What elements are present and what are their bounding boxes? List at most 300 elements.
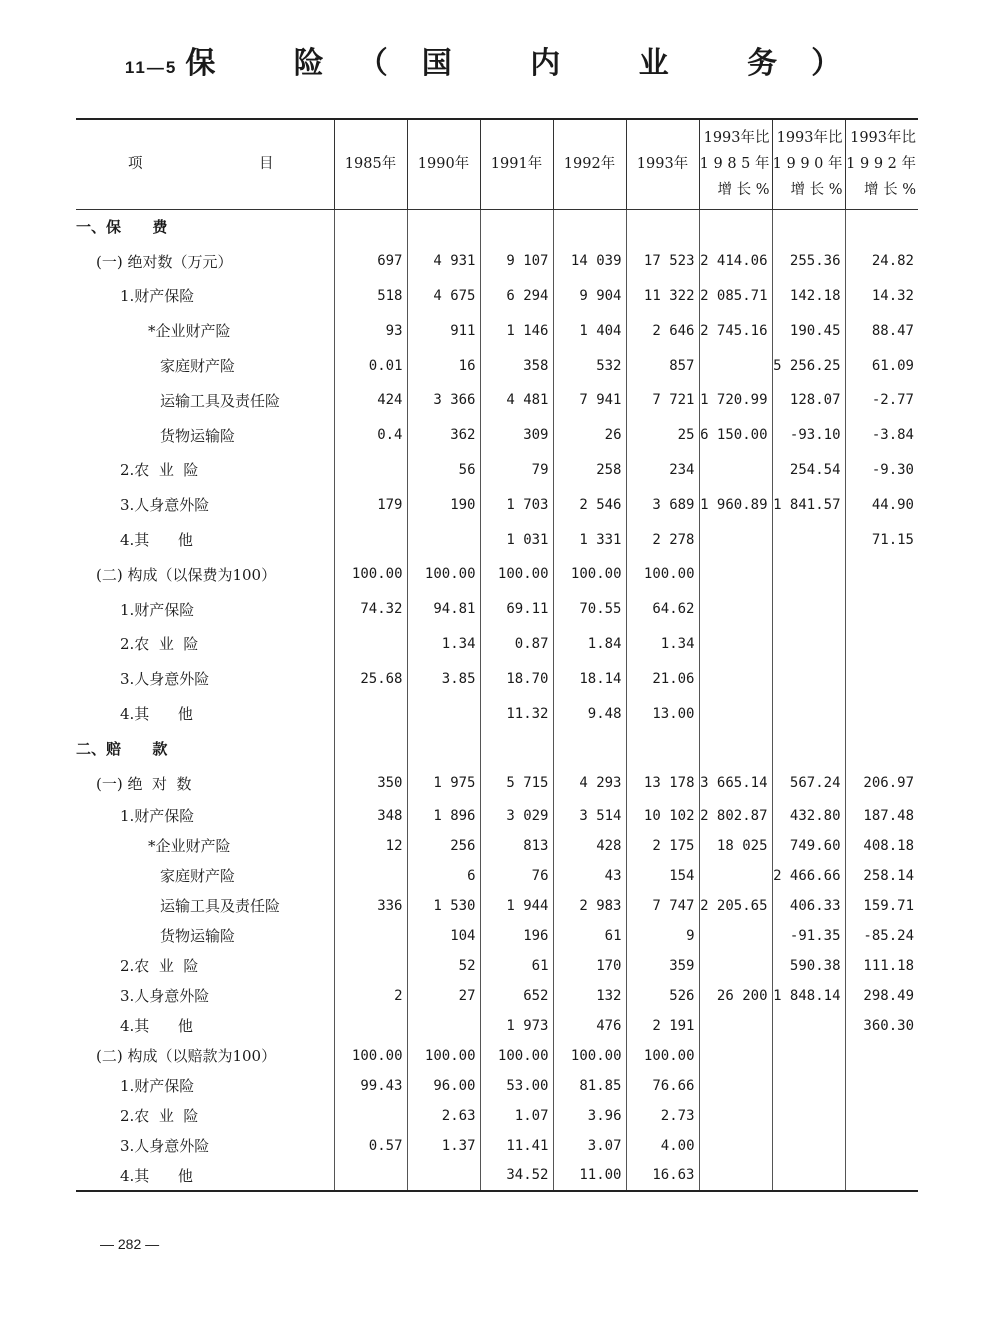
table-cell bbox=[626, 209, 699, 244]
table-cell bbox=[845, 627, 918, 662]
table-cell bbox=[845, 1131, 918, 1161]
table-cell: -2.77 bbox=[845, 383, 918, 418]
table-cell bbox=[553, 209, 626, 244]
header-line: 1993年比 bbox=[776, 130, 843, 147]
table-number: 11—5 bbox=[124, 58, 178, 77]
table-row bbox=[76, 453, 918, 488]
table-row bbox=[76, 592, 918, 627]
table-cell bbox=[407, 522, 480, 557]
row-label: 家庭财产险 bbox=[160, 357, 236, 376]
table-cell: -9.30 bbox=[845, 453, 918, 488]
table-cell bbox=[699, 696, 772, 731]
table-cell: 100.00 bbox=[480, 557, 553, 592]
row-label: *企业财产险 bbox=[148, 322, 231, 341]
table-cell: 154 bbox=[626, 861, 699, 891]
table-cell: 911 bbox=[407, 313, 480, 348]
table-cell: -3.84 bbox=[845, 418, 918, 453]
row-label: (一) 绝对数（万元） bbox=[96, 252, 233, 271]
table-cell: 100.00 bbox=[334, 1041, 407, 1071]
table-cell: 4 293 bbox=[553, 766, 626, 801]
table-cell: 1 703 bbox=[480, 487, 553, 522]
table-cell: 4 931 bbox=[407, 244, 480, 279]
table-cell: 43 bbox=[553, 861, 626, 891]
table-cell: 3 366 bbox=[407, 383, 480, 418]
table-cell bbox=[772, 209, 845, 244]
table-row bbox=[76, 348, 918, 383]
table-cell bbox=[334, 921, 407, 951]
table-cell bbox=[845, 1071, 918, 1101]
table-cell: 309 bbox=[480, 418, 553, 453]
table-cell: 2 983 bbox=[553, 891, 626, 921]
table-cell: 424 bbox=[334, 383, 407, 418]
table-cell: 234 bbox=[626, 453, 699, 488]
row-label: 货物运输险 bbox=[160, 927, 236, 946]
header-year: 1991年 bbox=[480, 119, 553, 209]
table-cell bbox=[699, 1101, 772, 1131]
table-cell bbox=[772, 522, 845, 557]
table-cell bbox=[334, 696, 407, 731]
table-cell: 408.18 bbox=[845, 831, 918, 861]
row-label: 4.其 他 bbox=[120, 1017, 193, 1036]
header-year: 1992年 bbox=[553, 119, 626, 209]
table-cell: -91.35 bbox=[772, 921, 845, 951]
page-number: — 282 — bbox=[100, 1236, 160, 1252]
table-cell: 100.00 bbox=[334, 557, 407, 592]
row-label: 一、保 费 bbox=[76, 218, 168, 237]
table-cell: 96.00 bbox=[407, 1071, 480, 1101]
table-cell: 256 bbox=[407, 831, 480, 861]
table-cell: 1.34 bbox=[626, 627, 699, 662]
table-cell: 348 bbox=[334, 801, 407, 831]
row-label: 家庭财产险 bbox=[160, 867, 236, 886]
table-row bbox=[76, 861, 918, 891]
table-cell: 2.73 bbox=[626, 1101, 699, 1131]
table-cell bbox=[772, 1131, 845, 1161]
table-row bbox=[76, 383, 918, 418]
table-cell: 3 665.14 bbox=[699, 766, 772, 801]
table-cell bbox=[772, 1161, 845, 1191]
row-label: 2.农 业 险 bbox=[120, 635, 199, 654]
table-row bbox=[76, 244, 918, 279]
table-cell: 25.68 bbox=[334, 661, 407, 696]
table-cell: 159.71 bbox=[845, 891, 918, 921]
table-cell: 0.57 bbox=[334, 1131, 407, 1161]
table-cell bbox=[772, 1041, 845, 1071]
table-cell: 3 029 bbox=[480, 801, 553, 831]
table-cell: 298.49 bbox=[845, 981, 918, 1011]
table-cell bbox=[480, 209, 553, 244]
row-label: 1.财产保险 bbox=[120, 600, 195, 619]
header-item bbox=[76, 119, 334, 209]
table-cell: 187.48 bbox=[845, 801, 918, 831]
table-cell: 432.80 bbox=[772, 801, 845, 831]
table-cell: 359 bbox=[626, 951, 699, 981]
table-row bbox=[76, 696, 918, 731]
table-cell bbox=[845, 209, 918, 244]
table-cell: 1 031 bbox=[480, 522, 553, 557]
table-cell: 7 747 bbox=[626, 891, 699, 921]
table-cell: 567.24 bbox=[772, 766, 845, 801]
table-cell: 1 841.57 bbox=[772, 487, 845, 522]
insurance-table bbox=[76, 118, 918, 1192]
header-row bbox=[76, 119, 918, 209]
table-cell: 100.00 bbox=[553, 557, 626, 592]
table-cell: 12 bbox=[334, 831, 407, 861]
table-cell: 79 bbox=[480, 453, 553, 488]
table-row bbox=[76, 209, 918, 244]
table-cell bbox=[772, 627, 845, 662]
table-cell: 2 546 bbox=[553, 487, 626, 522]
table-row bbox=[76, 1101, 918, 1131]
table-cell: 360.30 bbox=[845, 1011, 918, 1041]
table-cell: 6 150.00 bbox=[699, 418, 772, 453]
table-cell: 526 bbox=[626, 981, 699, 1011]
table-row bbox=[76, 731, 918, 766]
table-cell: 61 bbox=[480, 951, 553, 981]
table-cell bbox=[407, 1011, 480, 1041]
table-cell: 16.63 bbox=[626, 1161, 699, 1191]
header-line: 1 9 9 0 年 bbox=[772, 156, 843, 173]
table-cell: 81.85 bbox=[553, 1071, 626, 1101]
table-row bbox=[76, 522, 918, 557]
table-cell: 179 bbox=[334, 487, 407, 522]
table-cell: 2 085.71 bbox=[699, 279, 772, 314]
table-cell: 170 bbox=[553, 951, 626, 981]
table-cell: 652 bbox=[480, 981, 553, 1011]
table-cell bbox=[699, 1071, 772, 1101]
row-label: 2.农 业 险 bbox=[120, 957, 199, 976]
table-cell: 362 bbox=[407, 418, 480, 453]
table-row bbox=[76, 951, 918, 981]
table-cell: 7 941 bbox=[553, 383, 626, 418]
table-cell bbox=[407, 209, 480, 244]
table-cell: 4.00 bbox=[626, 1131, 699, 1161]
table-cell bbox=[845, 1101, 918, 1131]
table-cell bbox=[699, 1011, 772, 1041]
table-cell: 2 802.87 bbox=[699, 801, 772, 831]
row-label: 1.财产保险 bbox=[120, 1077, 195, 1096]
table-cell bbox=[772, 696, 845, 731]
table-cell bbox=[772, 731, 845, 766]
table-cell: 2 191 bbox=[626, 1011, 699, 1041]
table-cell: 104 bbox=[407, 921, 480, 951]
table-cell: 206.97 bbox=[845, 766, 918, 801]
table-cell: 132 bbox=[553, 981, 626, 1011]
table-cell bbox=[699, 557, 772, 592]
row-label: 4.其 他 bbox=[120, 1166, 193, 1185]
header-line: 1993年比 bbox=[850, 130, 916, 147]
table-cell: 100.00 bbox=[480, 1041, 553, 1071]
header-line: 增 长 % bbox=[717, 182, 770, 199]
table-cell: 2 745.16 bbox=[699, 313, 772, 348]
header-item-left: 项 bbox=[128, 156, 143, 173]
table-cell: 0.87 bbox=[480, 627, 553, 662]
table-cell: 3.96 bbox=[553, 1101, 626, 1131]
table-cell: 518 bbox=[334, 279, 407, 314]
row-label: 4.其 他 bbox=[120, 531, 193, 550]
table-row bbox=[76, 1011, 918, 1041]
table-cell: 1.07 bbox=[480, 1101, 553, 1131]
row-label: (二) 构成（以保费为100） bbox=[96, 565, 277, 584]
table-cell: 2 466.66 bbox=[772, 861, 845, 891]
table-cell: 13 178 bbox=[626, 766, 699, 801]
table-cell: 100.00 bbox=[407, 557, 480, 592]
table-cell: 1 896 bbox=[407, 801, 480, 831]
table-cell bbox=[699, 592, 772, 627]
table-cell: 27 bbox=[407, 981, 480, 1011]
table-cell: 4 481 bbox=[480, 383, 553, 418]
table-cell: 94.81 bbox=[407, 592, 480, 627]
table-cell: 2 646 bbox=[626, 313, 699, 348]
row-label: 3.人身意外险 bbox=[120, 987, 210, 1006]
table-cell bbox=[407, 1161, 480, 1191]
table-cell bbox=[699, 921, 772, 951]
table-cell bbox=[845, 731, 918, 766]
table-cell: 18.70 bbox=[480, 661, 553, 696]
table-row bbox=[76, 921, 918, 951]
table-row bbox=[76, 891, 918, 921]
table-cell: 258 bbox=[553, 453, 626, 488]
table-cell bbox=[699, 1161, 772, 1191]
table-cell: 18.14 bbox=[553, 661, 626, 696]
header-line: 1 9 8 5 年 bbox=[699, 156, 770, 173]
header-line: 1993年比 bbox=[703, 130, 770, 147]
table-cell: 1 146 bbox=[480, 313, 553, 348]
table-cell: 1 975 bbox=[407, 766, 480, 801]
table-cell: 9.48 bbox=[553, 696, 626, 731]
table-cell: 2 278 bbox=[626, 522, 699, 557]
table-cell: 336 bbox=[334, 891, 407, 921]
table-cell: 14 039 bbox=[553, 244, 626, 279]
table-cell: 1.34 bbox=[407, 627, 480, 662]
table-cell bbox=[772, 1011, 845, 1041]
table-cell: 70.55 bbox=[553, 592, 626, 627]
table-cell bbox=[334, 861, 407, 891]
table-cell: 7 721 bbox=[626, 383, 699, 418]
table-cell: 99.43 bbox=[334, 1071, 407, 1101]
table-cell: 6 294 bbox=[480, 279, 553, 314]
table-cell bbox=[772, 661, 845, 696]
table-cell bbox=[845, 1161, 918, 1191]
table-cell: 76.66 bbox=[626, 1071, 699, 1101]
table-cell: 21.06 bbox=[626, 661, 699, 696]
table-row bbox=[76, 1131, 918, 1161]
table-cell: 69.11 bbox=[480, 592, 553, 627]
table-cell: 428 bbox=[553, 831, 626, 861]
table-cell: 2 414.06 bbox=[699, 244, 772, 279]
table-cell: 13.00 bbox=[626, 696, 699, 731]
table-cell: 100.00 bbox=[407, 1041, 480, 1071]
table-cell: 10 102 bbox=[626, 801, 699, 831]
header-year: 1990年 bbox=[407, 119, 480, 209]
table-cell: 128.07 bbox=[772, 383, 845, 418]
table-row bbox=[76, 981, 918, 1011]
table-cell bbox=[772, 557, 845, 592]
header-item-right: 目 bbox=[259, 156, 274, 173]
table-row bbox=[76, 661, 918, 696]
table-cell bbox=[845, 1041, 918, 1071]
header-line: 增 长 % bbox=[864, 182, 916, 199]
table-cell bbox=[334, 731, 407, 766]
table-cell bbox=[699, 453, 772, 488]
row-label: 二、赔 款 bbox=[76, 739, 168, 758]
table-cell: 697 bbox=[334, 244, 407, 279]
table-cell: 14.32 bbox=[845, 279, 918, 314]
table-cell bbox=[699, 861, 772, 891]
table-cell: 61 bbox=[553, 921, 626, 951]
row-label: 3.人身意外险 bbox=[120, 1137, 210, 1156]
table-cell bbox=[772, 592, 845, 627]
row-label: *企业财产险 bbox=[148, 837, 231, 856]
table-cell: 2.63 bbox=[407, 1101, 480, 1131]
table-cell bbox=[699, 522, 772, 557]
table-cell bbox=[845, 661, 918, 696]
table-cell bbox=[699, 951, 772, 981]
table-cell bbox=[334, 209, 407, 244]
table-cell: 190 bbox=[407, 487, 480, 522]
table-cell bbox=[334, 1161, 407, 1191]
header-growth-vs-1985 bbox=[699, 119, 772, 209]
table-cell: 9 904 bbox=[553, 279, 626, 314]
table-cell: 1 960.89 bbox=[699, 487, 772, 522]
table-cell: 3 514 bbox=[553, 801, 626, 831]
table-cell: 100.00 bbox=[626, 557, 699, 592]
table-cell: 1 530 bbox=[407, 891, 480, 921]
table-cell: 196 bbox=[480, 921, 553, 951]
table-cell: 26 200 bbox=[699, 981, 772, 1011]
table-row bbox=[76, 801, 918, 831]
table-cell: 532 bbox=[553, 348, 626, 383]
table-cell bbox=[845, 696, 918, 731]
header-growth-vs-1992 bbox=[845, 119, 918, 209]
table-cell bbox=[334, 1101, 407, 1131]
table-cell: 17 523 bbox=[626, 244, 699, 279]
row-label: 2.农 业 险 bbox=[120, 1107, 199, 1126]
table-cell: 1 973 bbox=[480, 1011, 553, 1041]
table-cell: 74.32 bbox=[334, 592, 407, 627]
row-label: (一) 绝 对 数 bbox=[96, 774, 192, 793]
table-cell: 350 bbox=[334, 766, 407, 801]
header-year: 1985年 bbox=[334, 119, 407, 209]
table-cell bbox=[699, 1041, 772, 1071]
table-cell bbox=[772, 1071, 845, 1101]
table-cell bbox=[699, 1131, 772, 1161]
table-cell: 11.00 bbox=[553, 1161, 626, 1191]
table-cell: 476 bbox=[553, 1011, 626, 1041]
table-cell: 9 107 bbox=[480, 244, 553, 279]
table-cell: 857 bbox=[626, 348, 699, 383]
table-cell: 1 848.14 bbox=[772, 981, 845, 1011]
table-row bbox=[76, 557, 918, 592]
table-cell bbox=[699, 731, 772, 766]
table-title: 保 险（国 内 业 务） bbox=[185, 46, 876, 81]
table-cell bbox=[699, 661, 772, 696]
table-cell: 1.37 bbox=[407, 1131, 480, 1161]
table-cell: 24.82 bbox=[845, 244, 918, 279]
table-cell bbox=[553, 731, 626, 766]
table-cell bbox=[772, 1101, 845, 1131]
table-cell: 100.00 bbox=[626, 1041, 699, 1071]
table-cell: 3 689 bbox=[626, 487, 699, 522]
table-cell: 1 720.99 bbox=[699, 383, 772, 418]
table-row bbox=[76, 1041, 918, 1071]
header-year: 1993年 bbox=[626, 119, 699, 209]
table-cell: 88.47 bbox=[845, 313, 918, 348]
table-cell bbox=[699, 209, 772, 244]
table-cell: 111.18 bbox=[845, 951, 918, 981]
table-cell: 26 bbox=[553, 418, 626, 453]
table-row bbox=[76, 279, 918, 314]
table-cell bbox=[334, 627, 407, 662]
table-row bbox=[76, 487, 918, 522]
table-cell: 5 256.25 bbox=[772, 348, 845, 383]
table-cell: 16 bbox=[407, 348, 480, 383]
table-row bbox=[76, 1071, 918, 1101]
table-cell: 11 322 bbox=[626, 279, 699, 314]
table-cell: 2 205.65 bbox=[699, 891, 772, 921]
table-cell: 358 bbox=[480, 348, 553, 383]
table-cell: 71.15 bbox=[845, 522, 918, 557]
table-cell bbox=[699, 627, 772, 662]
table-row bbox=[76, 1161, 918, 1191]
table-cell: 2 175 bbox=[626, 831, 699, 861]
table-cell bbox=[334, 522, 407, 557]
table-cell: 258.14 bbox=[845, 861, 918, 891]
table-cell: 64.62 bbox=[626, 592, 699, 627]
row-label: (二) 构成（以赔款为100） bbox=[96, 1047, 277, 1066]
table-row bbox=[76, 766, 918, 801]
table-cell: 34.52 bbox=[480, 1161, 553, 1191]
table-cell bbox=[407, 696, 480, 731]
header-growth-vs-1990 bbox=[772, 119, 845, 209]
table-cell: 255.36 bbox=[772, 244, 845, 279]
header-line: 1 9 9 2 年 bbox=[846, 156, 916, 173]
table-cell: 1 331 bbox=[553, 522, 626, 557]
row-label: 2.农 业 险 bbox=[120, 461, 199, 480]
table-cell: 100.00 bbox=[553, 1041, 626, 1071]
table-cell bbox=[699, 348, 772, 383]
table-cell: 190.45 bbox=[772, 313, 845, 348]
table-cell: 56 bbox=[407, 453, 480, 488]
table-cell: 2 bbox=[334, 981, 407, 1011]
table-cell: 11.41 bbox=[480, 1131, 553, 1161]
table-cell bbox=[626, 731, 699, 766]
row-label: 运输工具及责任险 bbox=[160, 391, 281, 410]
table-cell: 1.84 bbox=[553, 627, 626, 662]
row-label: 货物运输险 bbox=[160, 426, 236, 445]
header-line: 增 长 % bbox=[790, 182, 843, 199]
row-label: 3.人身意外险 bbox=[120, 670, 210, 689]
table-cell: 53.00 bbox=[480, 1071, 553, 1101]
table-cell: 52 bbox=[407, 951, 480, 981]
table-cell: 590.38 bbox=[772, 951, 845, 981]
table-cell bbox=[334, 951, 407, 981]
table-cell: 749.60 bbox=[772, 831, 845, 861]
table-cell: 254.54 bbox=[772, 453, 845, 488]
table-row bbox=[76, 627, 918, 662]
row-label: 3.人身意外险 bbox=[120, 496, 210, 515]
table-cell: 4 675 bbox=[407, 279, 480, 314]
table-cell: 406.33 bbox=[772, 891, 845, 921]
table-cell: 0.4 bbox=[334, 418, 407, 453]
table-cell: 44.90 bbox=[845, 487, 918, 522]
table-cell: -93.10 bbox=[772, 418, 845, 453]
row-label: 运输工具及责任险 bbox=[160, 897, 281, 916]
table-row bbox=[76, 831, 918, 861]
table-cell bbox=[334, 453, 407, 488]
table-cell: 9 bbox=[626, 921, 699, 951]
row-label: 1.财产保险 bbox=[120, 287, 195, 306]
